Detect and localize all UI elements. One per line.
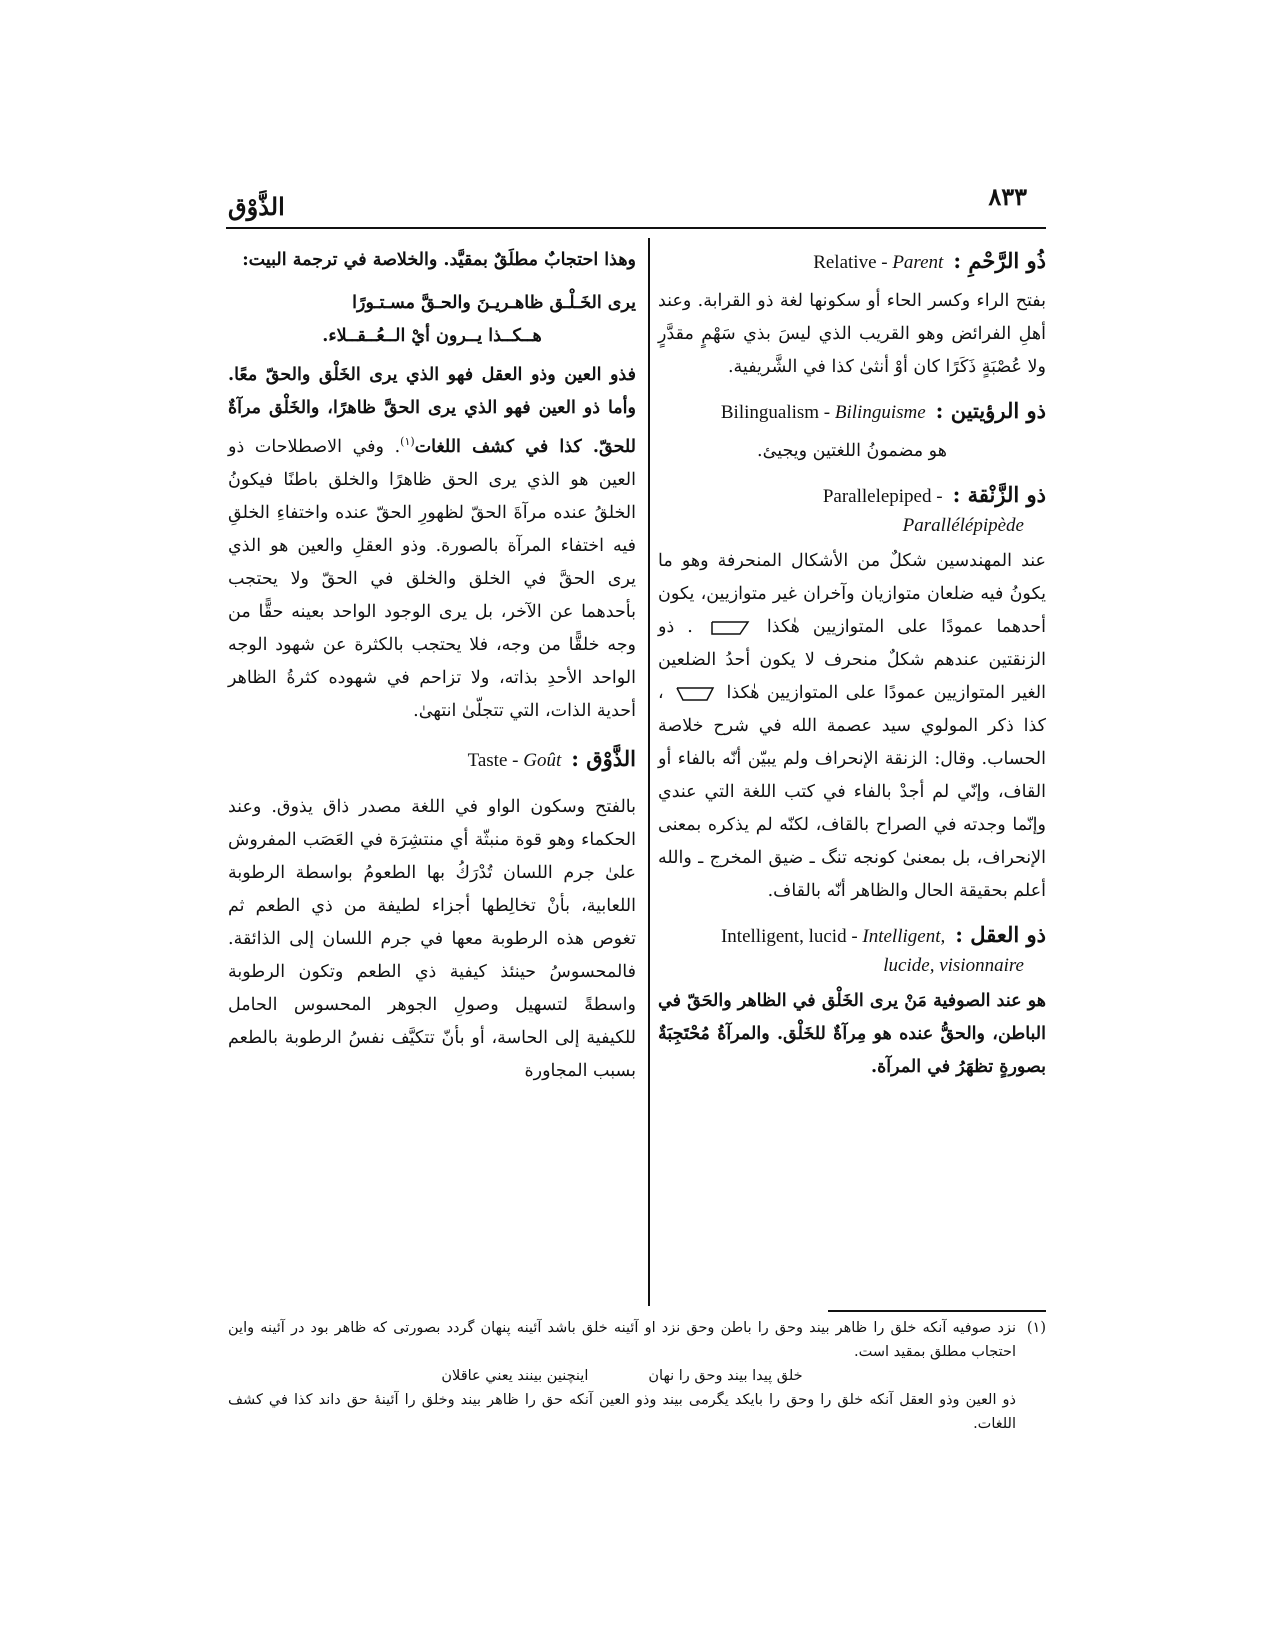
gloss-english: Intelligent, lucid - [720, 926, 863, 947]
footnotes [228, 1316, 1046, 1436]
entry-heading [228, 742, 636, 777]
paragraph: وهذا احتجابٌ مطلَقٌ بمقيَّد. والخلاصة في ترجمة البيت: [242, 250, 636, 270]
header-rule [226, 227, 1046, 229]
footnote-verse [228, 1364, 1046, 1388]
footnote-text: نزد صوفيه آنكه خلق را ظاهر بيند وحق را باطن وحق نزد او آئينه خلق باشد آئينه پنهان گردد بصورتى كه ظاهر بود در آئينه واين احتجاب مطلق بمقيد است. [228, 1320, 1016, 1360]
gloss-french: Goût [523, 749, 562, 771]
gloss-french: Intelligent, [862, 926, 946, 947]
entry-heading [658, 478, 1046, 513]
footnote-verse-half: اينچنين بينند يعني عاقلان [441, 1368, 589, 1384]
paragraph-bold-text: فذو العين وذو العقل فهو الذي يرى الخَلْق والحقّ معًا. وأما ذو العين فهو الذي يرى الحقَّ ظاهرًا، والخَلْق مرآةٌ للحقّ. كذا في كشف اللغات [228, 365, 636, 457]
entry-text: بالفتح وسكون الواو في اللغة مصدر ذاق يذوق. وعند الحكماء وهو قوة منبثّة أي منتشِرَة في العَصَب المفروش علىٰ جرم اللسان تُدْرَكُ بها الطعومُ بواسطة الرطوبة اللعابية، بأنْ تخالِطها أجزاء لطيفة من ذي الطعم ثم تغوص هذه الرطوبة معها في جرم اللسان إلى الذائقة. فالمحسوسُ حينئذ كيفية ذي الطعم وتكون الرطوبة واسطةً لتسهيل وصولِ الجوهر المحسوس الحامل للكيفية إلى الحاسة، أو بأنّ تتكيَّف نفسُ الرطوبة بالطعم بسبب المجاورة [228, 796, 636, 1081]
footnote-verse-half: خلق پيدا بيند وحق را نهان [648, 1368, 803, 1384]
entry-gloss [823, 480, 943, 513]
verse-line: يرى الخَـلْـق ظاهـريـنَ والحـقَّ مسـتـورًا [352, 293, 636, 313]
entry-heading [658, 394, 1046, 429]
verse [228, 287, 636, 353]
paragraph [228, 359, 636, 728]
entry-heading [658, 918, 1046, 953]
entry-term: ذو العقل : [955, 922, 1046, 947]
entry-text: هو عند الصوفية مَنْ يرى الخَلْق في الظاهر والحَقّ في الباطن، والحقُّ عنده هو مِرآةٌ للخَلْق. والمرآةُ مُحْتَجِبَةٌ بصورةٍ تظهَرُ في المرآة. [658, 991, 1046, 1077]
right-column [658, 238, 1046, 1094]
entry-term: ذو الرؤيتين : [935, 398, 1046, 423]
entry-text-part: . ذو الزنقتين عندهم شكلٌ منحرف لا يكون أحدُ الضلعين الغير المتوازيين عمودًا على المتوازيين هٰكذا [658, 617, 1046, 703]
footnote-text: ذو العين وذو العقل آنكه خلق را وحق را بايكد يگرمى بيند وذو العين آنكه حق را ظاهر بيند وخلق را آئينهٔ حق داند كذا في كشف اللغات. [228, 1392, 1016, 1432]
verse-line: هــكــذا يــرون أيْ الــعُــقــلاء. [322, 326, 542, 346]
entry-gloss [813, 246, 943, 279]
paragraph-text: . وفي الاصطلاحات ذو العين هو الذي يرى الحق ظاهرًا والخلق باطنًا فيكونُ الخلقُ عنده مرآةَ الحقّ لظهورِ الحقّ عنده واختفاءِ الخلقِ فيه اختفاء المرآة بالصورة. وذو العقلِ والعين هو الذي يرى الحقَّ في الخلق والخلق في الحقّ ولا يحتجب بأحدهما عن الآخر، بل يرى الوجود الواحد بعينه حقًّا من وجه خلقًّا من وجه، فلا يحتجب بالكثرة عن شهود الوجه الواحد الأحدِ بذاته، ولا تزاحم في شهوده كثرةُ الظاهر أحدية الذات، التي تتجلّىٰ انتهىٰ. [228, 436, 636, 721]
gloss-french: lucide, visionnaire [883, 955, 1024, 976]
trapezoid-figure-oblique [675, 686, 715, 702]
page-number: ٨٣٣ [988, 182, 1027, 211]
entry-term: ذو الزَّنْقة : [952, 482, 1046, 507]
entry-text: بفتح الراء وكسر الحاء أو سكونها لغة ذو القرابة. وعند أهلِ الفرائض وهو القريب الذي ليسَ بذي سَهْمٍ مقدَّرٍ ولا عُصْبَةٍ ذَكَرًا كان أوْ أنثىٰ كذا في الشَّريفية. [658, 291, 1046, 377]
footnote-continuation [228, 1388, 1046, 1436]
gloss-french: Parent [892, 252, 944, 273]
footnote-mark: (١) [1026, 1320, 1046, 1336]
entry-gloss [721, 920, 945, 953]
running-head: الذَّوْق [228, 192, 285, 221]
gloss-english: Bilingualism - [720, 402, 835, 423]
entry-text [658, 545, 1046, 908]
gloss-french: Parallélépipède [902, 515, 1024, 536]
entry-text-part: عند المهندسين شكلٌ من الأشكال المنحرفة وهو ما يكونُ فيه ضلعان متوازيان وآخران غير متوازيين، يكون أحدهما عمودًا على المتوازيين هٰكذا [658, 551, 1046, 637]
gloss-english: Relative - [813, 252, 893, 273]
footnote [228, 1316, 1046, 1364]
entry-gloss [468, 744, 562, 777]
entry-term: ذُو الرَّحْمِ : [953, 248, 1046, 273]
entry-heading [658, 244, 1046, 279]
footnote-reference: (١) [400, 435, 415, 448]
entry-term: الذَّوْق : [571, 745, 636, 771]
gloss-english: Taste - [467, 749, 524, 771]
column-divider [648, 238, 650, 1306]
trapezoid-figure-one-right-angle [710, 620, 750, 636]
entry-text-part: ، كذا ذكر المولوي سيد عصمة الله في شرح خلاصة الحساب. وقال: الزنقة الإنحراف ولم يبيّن أنّه بالفاء أو القاف، وإنّي لم أجدْ بالفاء في كتب اللغة التي عندي وإنّما وجدته في الصراح بالقاف، لكنّه لم يذكره بمعنى الإنحراف، بل بمعنىٰ كونجه تنگ ـ ضيق المخرج ـ والله أعلم بحقيقة الحال والظاهر أنّه بالقاف. [658, 683, 1046, 901]
left-column [228, 238, 636, 1098]
entry-gloss [721, 396, 926, 429]
footnote-rule [828, 1310, 1046, 1312]
gloss-french: Bilinguisme [834, 402, 926, 423]
gloss-english: Parallelepiped - [822, 486, 943, 507]
entry-text: هو مضمونُ اللغتين ويجيئ. [757, 441, 947, 461]
